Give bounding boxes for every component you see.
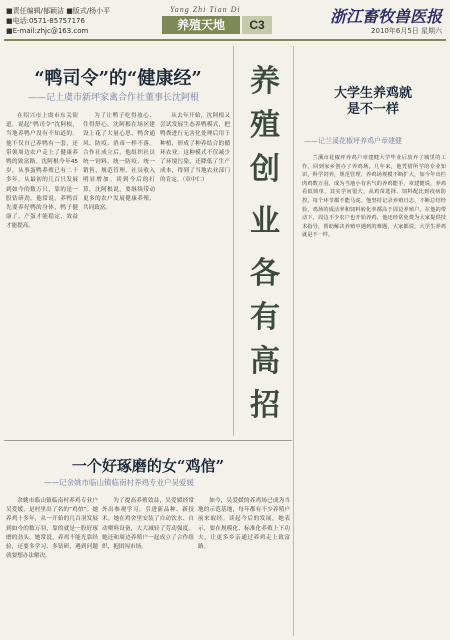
vertical-title-char: 各 — [250, 256, 280, 291]
section-code: C3 — [242, 16, 272, 34]
masthead-logo: 浙江畜牧兽医报 — [329, 7, 442, 26]
publication-date: 2010年6月5日 星期六 — [371, 27, 442, 35]
article-main-col-3 — [160, 112, 230, 432]
article-main-text-1: 在绍兴市上虞市东关街道，说起“鸭司令”沈阿根，当地养鸭户没有不知道的。他不仅自己养鸭有一套，还带领周边农户走上了健康养鸭的致富路。沈阿根今年45岁，从事蛋鸭养殖已有二十多年，从最初的几百只发展到如今的数万只，靠的是一股钻研劲。他常说，养鸭首先要养好鸭的身体，鸭子健康了，产蛋才能稳定，效益才能提高。 — [6, 113, 78, 230]
column-divider — [233, 46, 234, 436]
header-rule — [4, 39, 446, 41]
article-right-title-text: 大学生养鸡就是不一样 — [333, 86, 412, 117]
article-bottom-subtitle: ——记余姚市临山镇临南村养鸡专业户吴爱媛 — [44, 478, 194, 487]
article-right-text: 兰溪市花椒坪养鸡户章建健大学毕业后放弃了城里的工作，回到家乡创办了养鸡场。几年来，他凭借所学的专业知识，科学饲养，规范管理，养鸡场规模不断扩大，如今年出栏肉鸡数万羽，成为当地小有名气的养鸡能手。章建健说，养鸡看似简单，其实学问很大，从鸡苗选择、饲料配比到疫病防控，每个环节都不能马虎。他坚持记录养殖日志，不断总结经验，鸡场的成活率和饲料转化率都高于周边养殖户。在他的带动下，周边不少农户也开始养鸡，他还经常免费为大家提供技术指导，帮助解决养殖中遇到的难题，大家都说，大学生养鸡就是不一样。 — [302, 155, 446, 239]
vertical-title-char: 有 — [250, 300, 280, 335]
vertical-title-char: 创 — [250, 152, 280, 187]
phone-line: ■电话:0571-85757176 — [6, 17, 85, 25]
article-main-text-3: 从去年开始，沈阿根又尝试发展生态养鸭模式，把鸭粪进行无害化处理后用于种植，形成了种养结合的循环农业。这种模式不仅减少了环境污染，还降低了生产成本，得到了当地农业部门的肯定。（章中仁） — [160, 113, 230, 184]
article-bottom-col-3 — [198, 497, 290, 633]
article-right-title — [300, 86, 446, 118]
article-bottom-col-1 — [6, 497, 98, 633]
page-header — [4, 4, 446, 38]
article-bottom-text-2: 为了提高养殖效益，吴爱媛经常外出参观学习，引进新品种、新技术。她在鸡舍里安装了自动饮水、自动喂料设备，大大减轻了劳动强度。她还和周边养殖户一起成立了合作组织，抱团闯市场。 — [102, 498, 194, 551]
article-bottom-text-3: 如今，吴爱媛的养鸡场已成为当地的示范基地，每年都有不少养殖户前来取经。谈起今后的发展，她表示，要在规模化、标准化养殖上下功夫，让更多乡亲通过养鸡走上致富路。 — [198, 498, 290, 551]
article-bottom-col-2 — [102, 497, 194, 633]
editor-line: ■责任编辑/郁颖洁 ■版式/杨小平 — [6, 7, 111, 15]
email-line: ■E-mail:zhjc@163.com — [6, 27, 89, 35]
article-main-subtitle: ——记上虞市新坪家禽合作社董事长沈阿根 — [28, 93, 200, 103]
article-bottom-title: 一个好琢磨的女“鸡倌” — [71, 457, 225, 475]
article-bottom — [4, 440, 292, 637]
article-main-text-2: 为了让鸭子吃得放心、住得舒心，沈阿根在场区建设上花了大量心思，鸭舍通风、防疫、消毒一样不落。合作社成立后，他组织社员统一饲料、统一防疫、统一销售，规范管理，社员收入明显增加。谈到今后的打算，沈阿根说，要继续带动更多的农户发展健康养殖，共同致富。 — [83, 113, 155, 212]
article-right-body — [302, 154, 446, 634]
column-divider — [293, 46, 294, 636]
editor-info — [6, 6, 110, 36]
section-pinyin: Yang Zhi Tian Di — [170, 5, 241, 14]
article-main-col-2 — [83, 112, 155, 432]
article-main-col-1 — [6, 112, 78, 432]
feature-vertical-title — [236, 60, 294, 423]
article-main — [4, 46, 232, 438]
article-right-subtitle: ——记兰溪花椒坪养鸡户章建健 — [304, 137, 402, 145]
vertical-title-char: 养 — [250, 64, 280, 99]
article-bottom-text-1: 余姚市临山镇临南村养鸡专业户吴爱媛，是村里出了名的“鸡倌”。她养鸡十多年，从一开始的几百羽发展到如今的数万羽，靠的就是一股好琢磨的劲头。她常说，养鸡不能光靠经验，还要多学习、多钻研，遇到问题就要想办法解决。 — [6, 498, 98, 560]
vertical-title-char: 业 — [250, 204, 280, 239]
vertical-title-char: 高 — [250, 344, 280, 379]
article-main-title: “鸭司令”的“健康经” — [34, 68, 202, 89]
section-name: 养殖天地 — [162, 16, 240, 34]
vertical-title-char: 殖 — [250, 108, 280, 143]
vertical-title-char: 招 — [250, 388, 280, 423]
